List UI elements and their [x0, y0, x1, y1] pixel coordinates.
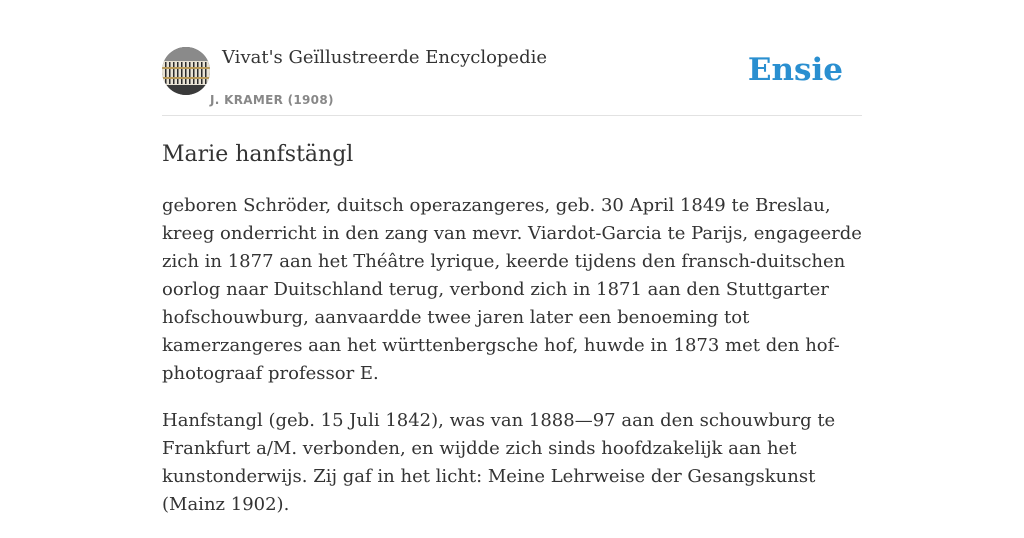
source-title[interactable]: Vivat's Geïllustreerde Encyclopedie	[222, 47, 548, 68]
entry-body	[162, 192, 862, 538]
entry-title: Marie hanfstängl	[162, 142, 354, 167]
source-author-year: J. KRAMER (1908)	[210, 93, 334, 107]
bookshelf-icon[interactable]	[162, 47, 210, 95]
entry-paragraph: geboren Schröder, duitsch operazangeres, geb. 30 April 1849 te Breslau, kreeg onderricht in den zang van mevr. Viardot-Garcia te Parijs, engageerde zich in 1877 aan het Théâtre lyrique, keerde tijdens den fransch-duitschen oorlog naar Duitschland terug, verbond zich in 1871 aan den Stuttgarter hofschouwburg, aanvaardde twee jaren later een benoeming tot kamerzangeres aan het württenbergsche hof, huwde in 1873 met den hof-photograaf professor E.	[162, 195, 862, 384]
source-header	[162, 46, 862, 116]
entry-paragraph: Hanfstangl (geb. 15 Juli 1842), was van 1888—97 aan den schouwburg te Frankfurt a/M. verbonden, en wijdde zich sinds hoofdzakelijk aan het kunstonderwijs. Zij gaf in het licht: Meine Lehrweise der Gesangskunst (Mainz 1902).	[162, 410, 836, 515]
page-container	[162, 46, 862, 515]
ensie-logo[interactable]: Ensie	[747, 52, 843, 88]
